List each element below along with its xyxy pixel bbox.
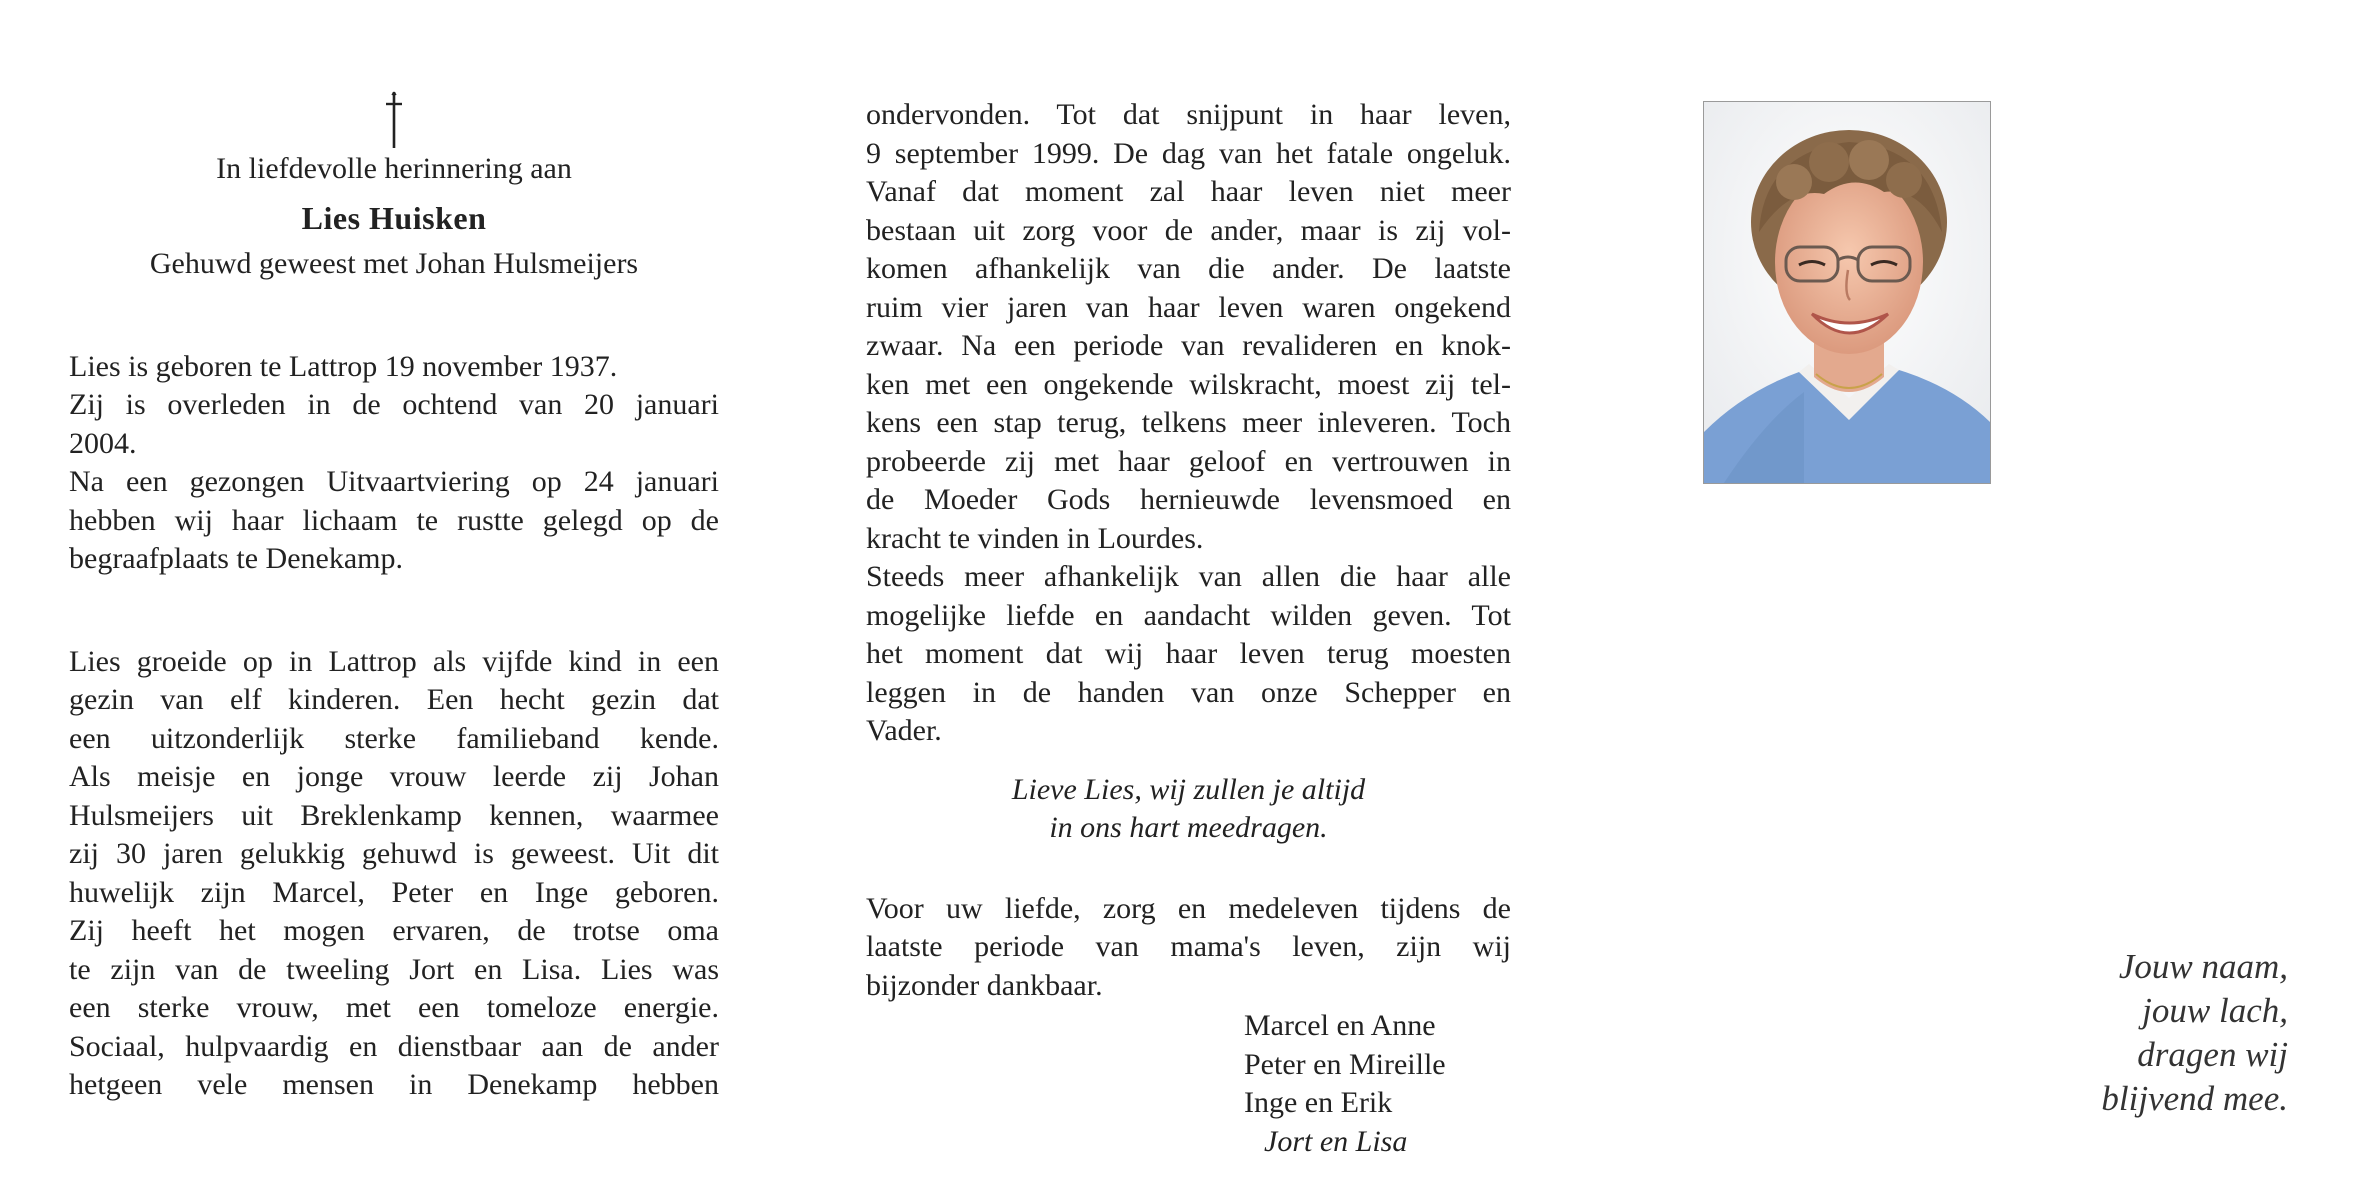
signature-line: Peter en Mireille — [1244, 1047, 1446, 1081]
text-line: Lies groeide op in Lattrop als vijfde kind in een — [69, 644, 719, 678]
portrait-illustration — [1704, 102, 1990, 483]
text-line: zij 30 jaren gelukkig gehuwd is geweest. Uit dit — [69, 837, 719, 870]
signature-line: Inge en Erik — [1244, 1086, 1393, 1119]
text-line: Steeds meer afhankelijk van allen die haar alle — [866, 560, 1511, 593]
cross-icon — [384, 90, 404, 150]
motto — [866, 771, 1511, 848]
text-line: probeerde zij met haar geloof en vertrouwen in — [866, 444, 1511, 478]
text-line: mogelijke liefde en aandacht wilden geven. Tot — [866, 598, 1511, 632]
text-line: Zij is overleden in de ochtend van 20 januari — [69, 388, 719, 421]
text-line: Als meisje en jonge vrouw leerde zij Johan — [69, 760, 719, 793]
funeral-paragraph — [69, 463, 719, 579]
text-line: Vanaf dat moment zal haar leven niet meer — [866, 175, 1511, 208]
motto-line: Lieve Lies, wij zullen je altijd — [1011, 772, 1366, 806]
signature-line: Marcel en Anne — [1244, 1009, 1436, 1042]
text-line: leggen in de handen van onze Schepper en — [866, 675, 1511, 709]
text-line: kracht te vinden in Lourdes. — [866, 521, 1204, 555]
in-memory-text: In liefdevolle herinnering aan — [216, 152, 572, 185]
closing-quote — [1950, 945, 2288, 1121]
text-line: Vader. — [866, 714, 942, 747]
quote-line: jouw lach, — [2142, 991, 2288, 1030]
text-line: Lies is geboren te Lattrop 19 november 1937. — [69, 349, 618, 383]
text-line: ruim vier jaren van haar leven waren ongekend — [866, 290, 1511, 324]
thanks-paragraph — [866, 890, 1511, 1006]
text-line: huwelijk zijn Marcel, Peter en Inge geboren. — [69, 875, 719, 909]
dependence-paragraph — [866, 558, 1511, 751]
text-line: gezin van elf kinderen. Een hecht gezin dat — [69, 683, 719, 716]
quote-line: blijvend mee. — [2101, 1079, 2288, 1118]
text-line: de Moeder Gods hernieuwde levensmoed en — [866, 483, 1511, 516]
birth-death-paragraph — [69, 348, 719, 464]
signatures — [1244, 1007, 1511, 1161]
middle-column — [866, 96, 1511, 1161]
quote-line: Jouw naam, — [2118, 947, 2288, 986]
grandchildren-signature: Jort en Lisa — [1264, 1124, 1408, 1158]
text-line: hetgeen vele mensen in Denekamp hebben — [69, 1068, 719, 1101]
text-line: bestaan uit zorg voor de ander, maar is zij vol- — [866, 213, 1511, 247]
left-column — [69, 90, 719, 1105]
text-line: het moment dat wij haar leven terug moesten — [866, 637, 1511, 670]
life-paragraph — [69, 643, 719, 1105]
text-line: een sterke vrouw, met een tomeloze energie. — [69, 991, 719, 1024]
deceased-name: Lies Huisken — [301, 199, 487, 236]
text-line: hebben wij haar lichaam te rustte gelegd op de — [69, 503, 719, 537]
text-line: 2004. — [69, 426, 137, 460]
text-line: ken met een ongekende wilskracht, moest zij tel- — [866, 367, 1511, 401]
text-line: laatste periode van mama's leven, zijn wij — [866, 930, 1511, 963]
text-line: Voor uw liefde, zorg en medeleven tijdens de — [866, 891, 1511, 925]
text-line: begraafplaats te Denekamp. — [69, 542, 403, 575]
text-line: Hulsmeijers uit Breklenkamp kennen, waarmee — [69, 798, 719, 832]
text-line: Na een gezongen Uitvaartviering op 24 januari — [69, 465, 719, 498]
text-line: ondervonden. Tot dat snijpunt in haar leven, — [866, 98, 1511, 131]
text-line: te zijn van de tweeling Jort en Lisa. Lies was — [69, 952, 719, 986]
text-line: een uitzonderlijk sterke familieband kende. — [69, 721, 719, 755]
text-line: bijzonder dankbaar. — [866, 968, 1103, 1002]
text-line: 9 september 1999. De dag van het fatale ongeluk. — [866, 136, 1511, 170]
text-line: zwaar. Na een periode van revalideren en knok- — [866, 329, 1511, 362]
text-line: Sociaal, hulpvaardig en dienstbaar aan de ander — [69, 1029, 719, 1063]
text-line: Zij heeft het mogen ervaren, de trotse oma — [69, 914, 719, 947]
text-line: kens een stap terug, telkens meer inleveren. Toch — [866, 406, 1511, 439]
quote-line: dragen wij — [2137, 1035, 2288, 1074]
text-line: komen afhankelijk van die ander. De laatste — [866, 252, 1511, 285]
motto-line: in ons hart meedragen. — [1049, 811, 1328, 844]
married-text: Gehuwd geweest met Johan Hulsmeijers — [149, 247, 639, 280]
portrait-photo — [1703, 101, 1991, 484]
accident-paragraph — [866, 96, 1511, 558]
